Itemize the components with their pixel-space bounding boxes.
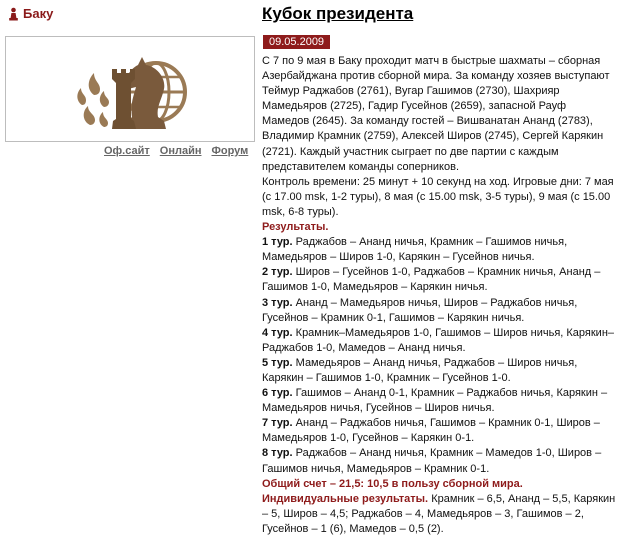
round-text: Мамедьяров – Ананд ничья, Раджабов – Широв ничья, Карякин – Гашимов 1-0, Крамник – Гусейнов 1-0. — [262, 356, 578, 384]
round-item — [262, 446, 616, 476]
round-label: 3 тур. — [262, 296, 293, 309]
individual-text: Крамник – 6,5, Ананд – 5,5, Карякин – 5, Широв – 4,5; Раджабов – 4, Мамедьяров – 3, Гашимов – 2, Гусейнов – 1 (6), Мамедов – 0,5 (2). — [262, 492, 616, 535]
round-text: Гашимов – Ананд 0-1, Крамник – Раджабов ничья, Карякин – Мамедьяров ничья, Гусейнов – Широв ничья. — [262, 387, 608, 415]
round-item — [262, 296, 616, 326]
round-text: Раджабов – Ананд ничья, Крамник – Гашимов ничья, Мамедьяров – Широв 1-0, Карякин – Гусейнов ничья. — [262, 236, 568, 264]
individual-heading: Индивидуальные результаты. — [262, 492, 429, 505]
round-item — [262, 386, 616, 416]
date-badge: 09.05.2009 — [263, 35, 330, 49]
round-label: 1 тур. — [262, 236, 293, 249]
total-score: Общий счет – 21,5: 10,5 в пользу сборной мира. — [262, 477, 523, 490]
intro-paragraph: С 7 по 9 мая в Баку проходит матч в быстрые шахматы – сборная Азербайджана против сборной мира. За команду хозяев выступают Теймур Раджабов (2761), Вугар Гашимов (2730), Шахрияр Мамедьяров (2725), Гадир Гусейнов (2659), запасной Рауф Мамедов (2645). За команду гостей – Вишванатан Ананд (2783), Владимир Крамник (2759), Алексей Широв (2745), Сергей Карякин (2721). Каждый участник сыграет по две партии с каждым представителем команды соперников. — [262, 55, 610, 173]
city-header — [8, 6, 53, 21]
chess-pawn-icon — [8, 7, 19, 21]
round-label: 6 тур. — [262, 387, 293, 400]
round-text: Крамник–Мамедьяров 1-0, Гашимов – Широв ничья, Карякин–Раджабов 1-0, Мамедов – Ананд ничья. — [262, 326, 615, 354]
round-label: 7 тур. — [262, 417, 293, 430]
round-item — [262, 356, 616, 386]
event-logo — [5, 36, 255, 142]
round-label: 2 тур. — [262, 266, 293, 279]
round-item — [262, 416, 616, 446]
results-heading: Результаты. — [262, 221, 329, 234]
round-label: 5 тур. — [262, 356, 293, 369]
online-link[interactable]: Онлайн — [159, 145, 202, 157]
article-body — [262, 54, 616, 537]
round-text: Ананд – Мамедьяров ничья, Широв – Раджабов ничья, Гусейнов – Крамник 0-1, Гашимов – Карякин ничья. — [262, 296, 578, 324]
round-item — [262, 235, 616, 265]
sidebar-links — [104, 145, 258, 157]
round-text: Широв – Гусейнов 1-0, Раджабов – Крамник ничья, Ананд – Гашимов 1-0, Мамедьяров – Карякин ничья. — [262, 266, 601, 294]
page-title[interactable]: Кубок президента — [262, 4, 414, 23]
round-item — [262, 265, 616, 295]
individual-results — [262, 492, 616, 537]
forum-link[interactable]: Форум — [211, 145, 249, 157]
round-label: 8 тур. — [262, 447, 293, 460]
round-label: 4 тур. — [262, 326, 293, 339]
round-text: Ананд – Раджабов ничья, Гашимов – Крамник 0-1, Широв – Мамедьяров 1-0, Гусейнов – Карякин 0-1. — [262, 417, 600, 445]
round-item — [262, 326, 616, 356]
official-site-link[interactable]: Оф.сайт — [104, 145, 150, 157]
time-control-paragraph: Контроль времени: 25 минут + 10 секунд на ход. Игровые дни: 7 мая (с 17.00 msk, 1-2 туры), 8 мая (с 15.00 msk, 3-5 туры), 9 мая (с 15.00 msk, 6-8 туры). — [262, 175, 614, 218]
city-link[interactable]: Баку — [23, 6, 54, 21]
round-text: Раджабов – Ананд ничья, Крамник – Мамедов 1-0, Широв – Гашимов ничья, Мамедьяров – Крамник 0-1. — [262, 447, 602, 475]
